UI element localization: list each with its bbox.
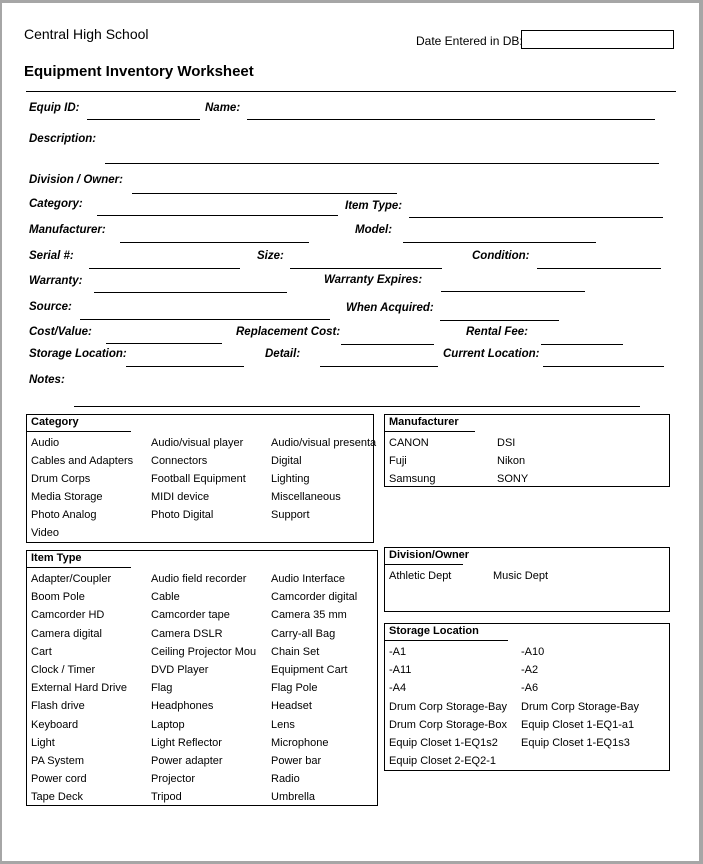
category-list-item: Football Equipment [151,473,246,485]
storage-location-list-item: -A1 [389,646,407,658]
replacement-cost-field[interactable] [341,344,434,345]
storage-location-list-item: Equip Closet 2-EQ2-1 [389,755,496,768]
detail-field[interactable] [320,366,438,367]
date-entered-label: Date Entered in DB: [416,34,523,48]
storage-location-list-item: Equip Closet 1-EQ1s2 [389,737,498,749]
serial-label: Serial #: [29,250,74,262]
condition-label: Condition: [472,250,530,262]
item-type-label: Item Type: [345,200,403,212]
item-type-list-item: Boom Pole [31,591,85,604]
division-owner-field[interactable] [132,193,397,194]
current-location-field[interactable] [543,366,664,367]
header-divider [26,91,676,92]
category-title-underline [27,431,131,432]
category-list-item: Audio/visual player [151,437,244,449]
item-type-list-item: DVD Player [151,664,209,676]
manufacturer-list-item: SONY [497,473,529,485]
storage-location-list-item: -A4 [389,682,407,695]
source-label: Source: [29,301,72,313]
item-type-list-item: Cable [151,591,180,604]
name-field[interactable] [247,119,655,120]
item-type-list-item: Chain Set [271,645,320,658]
worksheet-page [2,3,699,861]
category-list-item: Cables and Adapters [31,455,134,467]
item-type-list-title: Item Type [31,552,82,564]
storage-location-list-item: Equip Closet 1-EQ1-a1 [521,718,635,731]
storage-location-list-item: -A2 [521,664,539,677]
item-type-list-item: Camcorder tape [151,609,230,622]
item-type-list-item: External Hard Drive [31,682,127,695]
item-type-list-item: Camera 35 mm [271,609,347,622]
size-field[interactable] [290,268,442,269]
item-type-list-item: Adapter/Coupler [31,573,112,585]
category-list-item: Media Storage [31,491,103,503]
manufacturer-field[interactable] [120,242,309,243]
storage-location-list-item: Drum Corp Storage-Bay [521,700,639,713]
manufacturer-list-item: Fuji [389,455,407,467]
item-type-list-item: Power bar [271,755,322,767]
manufacturer-list-box [384,414,670,487]
item-type-list-item: Tripod [151,791,182,804]
storage-location-list-item: -A6 [521,682,539,695]
category-list-item: Photo Digital [151,509,214,521]
warranty-field[interactable] [94,292,287,293]
category-list-item: Miscellaneous [271,491,341,503]
category-list-item: Audio/visual presenta [271,437,377,449]
item-type-list-item: Tape Deck [31,791,83,804]
storage-location-field[interactable] [126,366,244,367]
item-type-list-item: Headset [271,700,312,713]
cost-value-field[interactable] [106,343,222,344]
storage-location-list-item: Drum Corp Storage-Box [389,718,507,731]
item-type-list-item: Power cord [31,773,87,786]
item-type-list-box [26,550,378,806]
category-list-box [26,414,377,543]
item-type-list-item: Radio [271,773,300,786]
item-type-list-item: Equipment Cart [271,664,348,676]
serial-field[interactable] [89,268,240,269]
item-type-list-item: Power adapter [151,755,223,767]
storage-location-label: Storage Location: [29,348,127,360]
replacement-cost-label: Replacement Cost: [236,326,341,338]
category-list-item: Photo Analog [31,509,97,521]
item-type-list-item: Laptop [151,718,185,731]
date-entered-field[interactable] [521,30,674,49]
category-list-item: MIDI device [151,491,210,503]
equip-id-label: Equip ID: [29,102,80,114]
category-list-item: Drum Corps [31,473,91,485]
item-type-list-item: Umbrella [271,791,316,804]
manufacturer-list-item: CANON [389,437,429,449]
item-type-list-item: Keyboard [31,718,79,731]
item-type-list-item: Audio Interface [271,573,345,585]
item-type-field[interactable] [409,217,663,218]
division-owner-list-title: Division/Owner [389,549,470,561]
category-list-item: Digital [271,455,302,467]
page-title: Equipment Inventory Worksheet [24,63,254,80]
item-type-list-item: Microphone [271,736,329,749]
division-owner-list-item: Athletic Dept [389,570,452,582]
warranty-label: Warranty: [29,275,83,287]
detail-label: Detail: [265,348,301,360]
name-label: Name: [205,102,241,114]
storage-location-list-title: Storage Location [389,625,479,637]
storage-location-list-item: -A11 [389,664,412,677]
category-label: Category: [29,198,83,210]
item-type-list-item: Light Reflector [151,736,222,749]
item-type-list-item: Flag [151,682,173,695]
warranty-expires-field[interactable] [441,291,585,292]
manufacturer-list-title: Manufacturer [389,416,459,428]
category-list-item: Support [271,509,310,521]
item-type-list-item: Camera DSLR [151,627,223,640]
manufacturer-list-item: Samsung [389,473,436,485]
storage-location-list-item: -A10 [521,646,545,658]
rental-fee-field[interactable] [541,344,623,345]
category-list-title: Category [31,416,79,428]
category-field[interactable] [97,215,338,216]
item-type-list-item: Light [31,736,55,749]
description-label: Description: [29,133,97,145]
when-acquired-label: When Acquired: [346,302,434,314]
division-owner-title-underline [385,564,463,565]
item-type-list-item: Carry-all Bag [271,627,336,640]
division-owner-label: Division / Owner: [29,174,123,186]
item-type-list-item: Lens [271,718,295,731]
storage-location-title-underline [385,640,508,641]
warranty-expires-label: Warranty Expires: [324,274,423,286]
notes-label: Notes: [29,374,65,386]
category-list-item: Connectors [151,455,208,467]
item-type-list-item: Clock / Timer [31,664,96,676]
model-field[interactable] [403,242,596,243]
storage-location-list-box [384,623,670,771]
category-list-item: Video [31,527,59,539]
notes-field[interactable] [74,406,640,407]
category-list-item: Lighting [271,473,310,485]
item-type-list-item: Flash drive [31,700,85,713]
item-type-list-item: Camcorder digital [271,591,358,604]
when-acquired-field[interactable] [440,320,559,321]
source-field[interactable] [80,319,330,320]
item-type-title-underline [27,567,131,568]
item-type-list-item: Ceiling Projector Mou [151,645,257,658]
model-label: Model: [355,224,393,236]
division-owner-list-item: Music Dept [493,570,549,582]
item-type-list-item: Projector [151,773,196,786]
item-type-list-item: Camera digital [31,627,102,640]
description-field[interactable] [105,163,659,164]
equip-id-field[interactable] [87,119,200,120]
item-type-list-item: Headphones [151,700,214,713]
current-location-label: Current Location: [443,348,540,360]
condition-field[interactable] [537,268,661,269]
manufacturer-label: Manufacturer: [29,224,106,236]
cost-value-label: Cost/Value: [29,326,92,338]
division-owner-list-box [384,547,670,612]
item-type-list-item: Camcorder HD [31,609,105,622]
manufacturer-list-item: Nikon [497,455,526,467]
size-label: Size: [257,250,284,262]
manufacturer-title-underline [385,431,475,432]
item-type-list-item: Audio field recorder [151,573,247,585]
manufacturer-list-item: DSI [497,437,516,449]
school-name: Central High School [24,26,149,42]
item-type-list-item: Cart [31,645,52,658]
item-type-list-item: Flag Pole [271,682,318,695]
storage-location-list-item: Equip Closet 1-EQ1s3 [521,737,630,749]
storage-location-list-item: Drum Corp Storage-Bay [389,700,507,713]
item-type-list-item: PA System [31,755,84,767]
rental-fee-label: Rental Fee: [466,326,528,338]
category-list-item: Audio [31,437,60,449]
